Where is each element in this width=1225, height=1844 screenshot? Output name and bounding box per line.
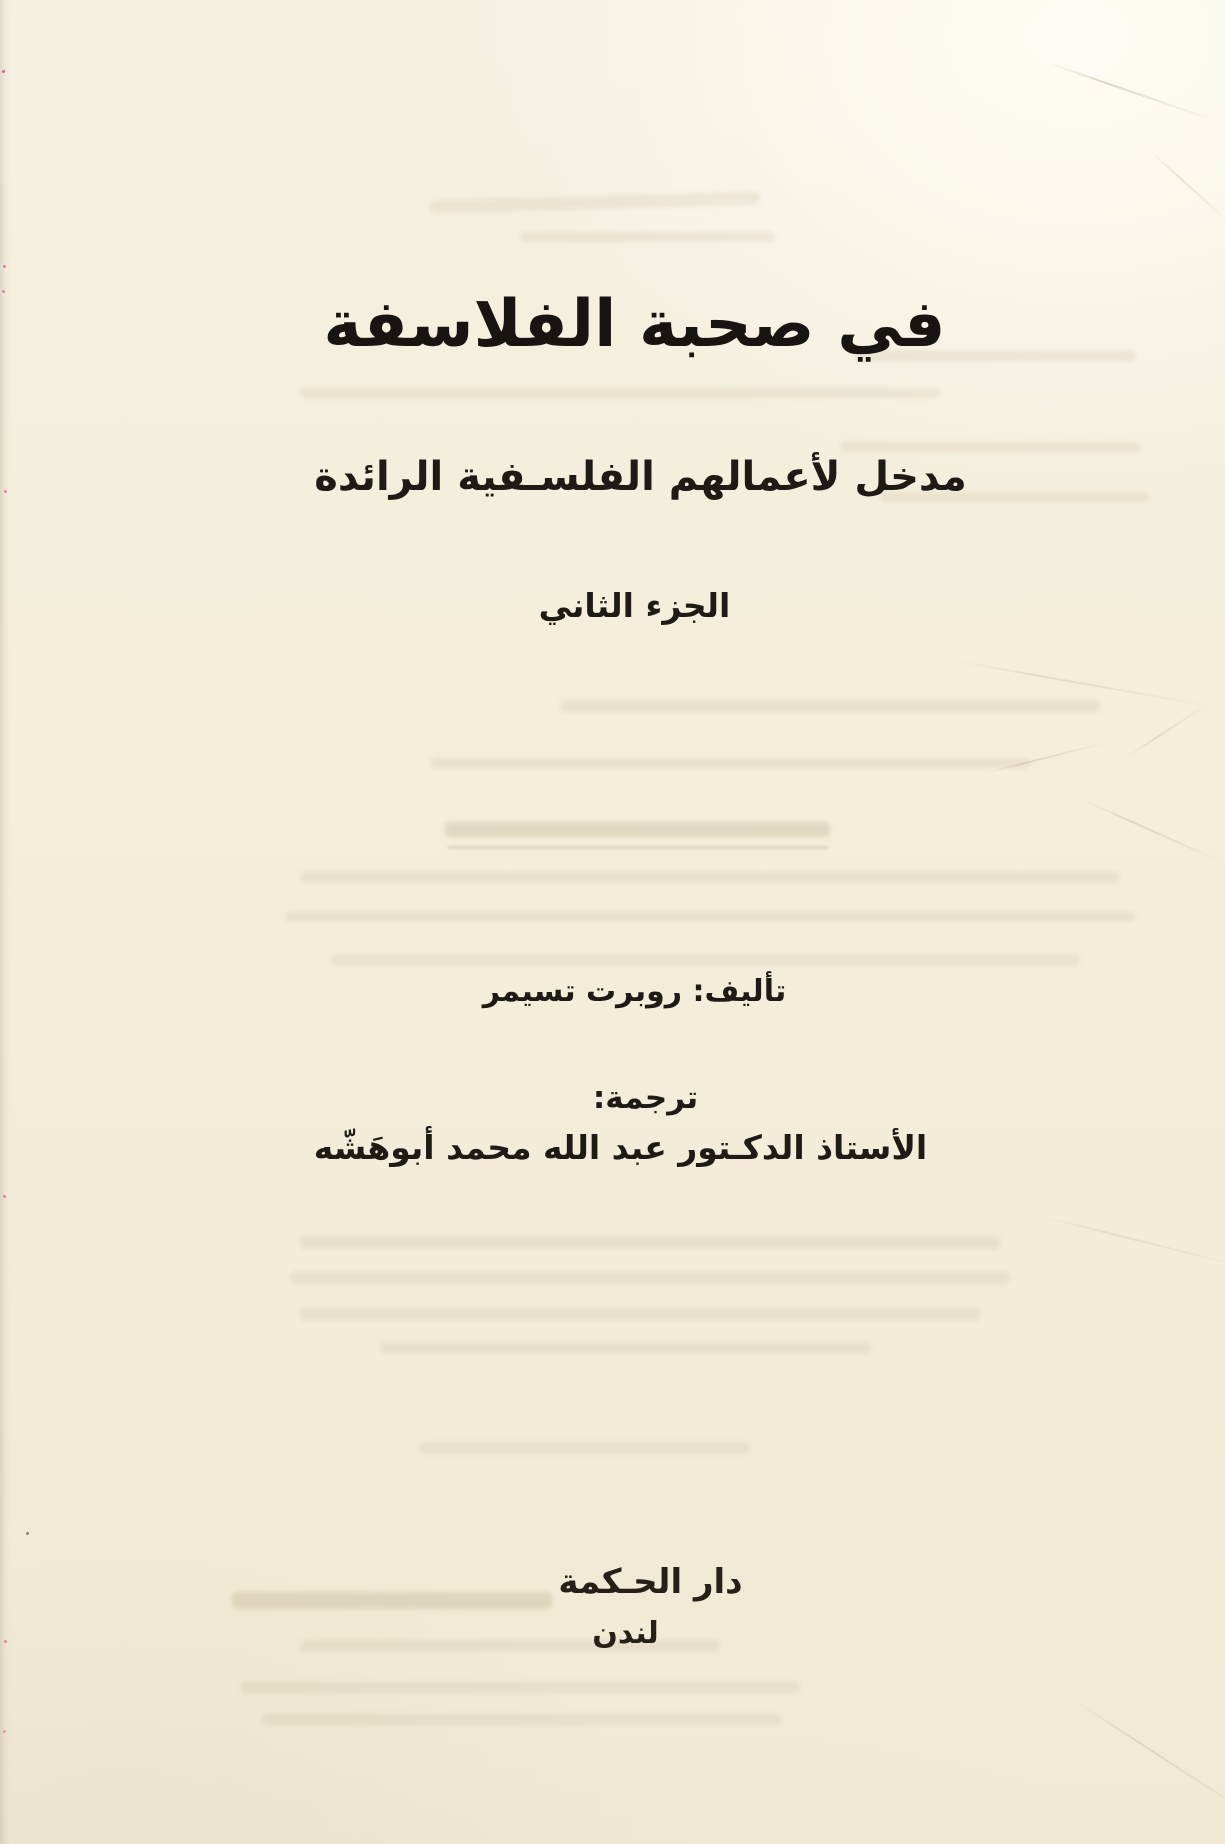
publisher-name: دار الحـكمة bbox=[558, 1562, 743, 1602]
translation-heading: ترجمة: bbox=[592, 1080, 699, 1116]
bleed-through-ghost bbox=[520, 232, 775, 242]
bleed-through-ghost bbox=[262, 1714, 782, 1725]
bleed-through-underline-ghost bbox=[448, 846, 828, 849]
bleed-through-ghost bbox=[430, 758, 1030, 768]
paper-crease bbox=[1071, 1698, 1225, 1825]
paper-crease bbox=[1048, 62, 1214, 121]
publisher-city: لندن bbox=[592, 1616, 659, 1651]
translator-name: الأستاذ الدكـتور عبد الله محمد أبوهَشّه bbox=[313, 1128, 928, 1167]
bleed-through-ghost bbox=[300, 1236, 1000, 1249]
bleed-through-ghost bbox=[430, 192, 760, 214]
bleed-through-ghost bbox=[560, 700, 1100, 712]
volume-label: الجزء الثاني bbox=[538, 586, 731, 625]
paper-crease bbox=[1040, 1215, 1225, 1268]
bleed-through-ghost bbox=[300, 1308, 980, 1320]
bleed-through-ghost bbox=[285, 912, 1135, 922]
bleed-through-ghost bbox=[330, 955, 1080, 965]
paper-crease bbox=[1085, 800, 1223, 863]
bleed-through-heading-ghost bbox=[445, 822, 830, 837]
bleed-through-ghost bbox=[300, 388, 940, 398]
author-byline: تأليف: روبرت تسيمر bbox=[482, 974, 787, 1009]
paper-crease bbox=[1149, 150, 1225, 225]
bleed-through-ghost bbox=[420, 1442, 750, 1454]
bleed-through-ghost bbox=[300, 872, 1120, 883]
paper-crease bbox=[1127, 703, 1208, 756]
book-main-title: في صحبة الفلاسفة bbox=[323, 287, 946, 362]
bleed-through-ghost bbox=[290, 1272, 1010, 1284]
book-subtitle: مدخل لأعمالهم الفلسـفية الرائدة bbox=[314, 454, 967, 500]
bleed-through-ghost bbox=[240, 1682, 800, 1693]
scan-left-edge-shadow bbox=[0, 0, 10, 1844]
scan-color-specks bbox=[2, 70, 5, 73]
bleed-through-ghost bbox=[380, 1342, 870, 1353]
